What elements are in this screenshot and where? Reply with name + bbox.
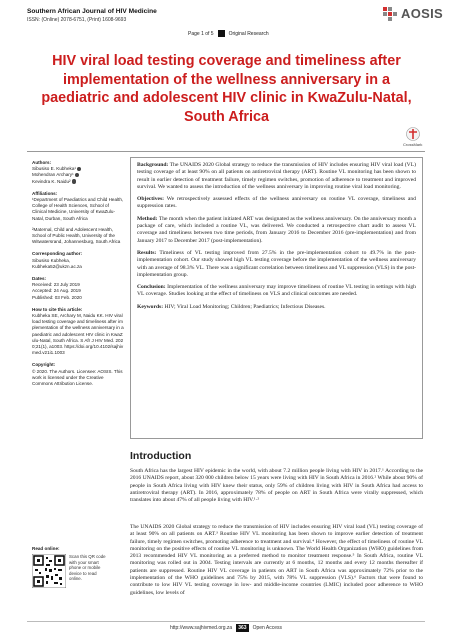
bottom-divider	[27, 621, 425, 622]
introduction-heading: Introduction	[130, 450, 192, 462]
accepted-date: Accepted: 24 Aug. 2019	[32, 288, 81, 294]
affiliations-label: Affiliations:	[32, 190, 58, 196]
author-1[interactable]: Sibusiso E. Kubheka¹	[32, 166, 124, 172]
copyright-block	[32, 362, 124, 387]
read-online-block	[32, 546, 124, 588]
dates-label: Dates:	[32, 276, 47, 282]
abstract-objectives: Objectives: We retrospectively assessed effects of the wellness anniversary on routine VL coverage, timeliness and suppression rates.	[137, 196, 416, 210]
abstract-keywords: Keywords: HIV; Viral Load Monitoring; Children; Paediatrics; Infectious Diseases.	[137, 303, 326, 310]
received-date: Received: 23 July 2019	[32, 282, 80, 288]
abstract-conclusion: Conclusion: Implementation of the wellness anniversary may improve timeliness of routine VL testing in settings with high VL coverage. Studies looking at the effect of timeliness on VLS and clinical outcomes are needed.	[137, 284, 416, 298]
page-label: Page 1 of 5	[188, 30, 214, 37]
corresponding-label: Corresponding author:	[32, 251, 83, 257]
article-info-sidebar	[32, 160, 124, 393]
issn-line: ISSN: (Online) 2078-6751, (Print) 1608-9693	[27, 17, 127, 23]
aosis-logo-icon	[383, 7, 399, 21]
dates-block	[32, 276, 124, 301]
crossmark-label: CrossMark	[403, 142, 423, 147]
authors-label: Authors:	[32, 160, 52, 165]
intro-paragraph-2: The UNAIDS 2020 Global strategy to reduce the transmission of HIV includes ensuring HIV viral load (VL) testing coverage of at least 90% on all patients on ART.³ Routine HIV VL monitoring has been shown to improve earlier detection of treatment failure, timely regimen switches, promoting adherence to treatment and survival.⁴ However, the effect of timeliness of routine VL monitoring on the positive effects of routine VL monitoring is unknown. The World Health Organization (WHO) guidelines from 2013 recommended HIV VL monitoring as a preferred method to monitor treatment response.⁵ In South Africa, routine VL monitoring was rolled out in 2004. Testing intervals are currently at 6 months, 12 months and every 12 months thereafter if patients are suppressed. Routine HIV VL coverage in patients on ART in South Africa was approximately 72% prior to the implementation of the WHO guidelines and 75% by 2015, with 78% VL suppression (VLS).⁶ Factors that were found to contribute to low HIV VL testing coverage in low- and middle-income countries (LMIC) included poor adherence to WHO guidelines, low levels of	[130, 524, 423, 596]
page-bar	[188, 30, 269, 37]
journal-title: Southern African Journal of HIV Medicine	[27, 8, 157, 15]
read-online-label: Read online:	[32, 546, 60, 551]
separator-square	[218, 30, 225, 37]
copyright-text: © 2020. The Authors. Licensee: AOSIS. This work is licensed under the Creative Commons Attribution License.	[32, 368, 123, 387]
intro-paragraph-1: South Africa has the largest HIV epidemic in the world, with about 7.2 million people living with HIV in 2017.¹ According to the 2016 UNAIDS report, about 320 000 children below 15 years were living with HIV in South Africa in 2016.² While about 90% of people in South Africa living with HIV knew their status, only 59% of children living with HIV in South Africa had access to antiretroviral therapy (ART). In 2016, approximately 78% of people on ART in South Africa were virally suppressed, which translates into about 47% of all people living with HIV.¹·²	[130, 468, 423, 504]
copyright-label: Copyright:	[32, 362, 56, 368]
qr-code-icon[interactable]	[32, 554, 66, 588]
page-footer	[27, 624, 425, 632]
orcid-icon[interactable]	[77, 167, 82, 172]
cite-label: How to cite this article:	[32, 306, 83, 312]
corresponding-name: Sibusiso Kubheka,	[32, 257, 71, 263]
affiliation-2: ²Maternal, Child and Adolescent Health, School of Public Health, University of the Witwatersrand, Johannesburg, South Africa	[32, 226, 121, 245]
author-2[interactable]: Mohendran Archary¹	[32, 172, 124, 178]
authors-block	[32, 160, 124, 185]
abstract-background: Background: The UNAIDS 2020 Global strategy to reduce the transmission of HIV includes ensuring HIV viral load (VL) testing coverage of at least 90% on all patients on antiretroviral therapy (ART). Routine VL monitoring has been shown to result in earlier detection of treatment failure, timely regimen switches, promotion of adherence to treatment and improved survival. We wanted to assess the introduction of the wellness anniversary in improving routine viral load monitoring.	[137, 162, 416, 190]
crossmark-badge[interactable]	[403, 127, 422, 147]
footer-page-number: 363	[238, 625, 247, 631]
footer-url[interactable]: http://www.sajhivmed.org.za	[169, 625, 233, 631]
crossmark-icon	[406, 127, 420, 141]
affiliations-block	[32, 191, 124, 246]
corresponding-block	[32, 251, 124, 270]
abstract-results: Results: Timeliness of VL testing improved from 27.5% in the pre-implementation cohort to 49.7% in the post-implementation cohort. Our study showed high VL testing coverage before the implementation of the wellness anniversary with an average of 98.3% VL. There was a significant correlation between timeliness and VL suppression (VLS) in the post-implementation group.	[137, 249, 416, 278]
footer-access: Open Access	[252, 625, 283, 631]
publisher-logo	[383, 6, 443, 21]
cite-text[interactable]: Kubheka SE, Archary M, Naidu KK. HIV viral load testing coverage and timeliness after implementation of the wellness anniversary in a paediatric and adolescent HIV clinic in KwaZulu-Natal, South Africa. S Afr J HIV Med. 2020;21(1), a1003. https://doi.org/10.4102/sajhivmed.v21i1.1003	[32, 313, 124, 356]
corresponding-email[interactable]: Kubheka52@ukzn.ac.za	[32, 263, 82, 269]
abstract-method: Method: The month when the patient initiated ART was designated as the wellness anniversary. On the anniversary month a package of care, which included a routine VL, was delivered. We conducted a retrospective chart audit to assess VL coverage and timeliness between two time periods, from January 2016 to December 2016 (pre-implementation) and from January 2017 to December 2017 (post-implementation).	[137, 215, 416, 244]
citation-block	[32, 307, 124, 357]
logo-text: AOSIS	[401, 6, 443, 21]
affiliation-1: ¹Department of Paediatrics and Child Health, College of Health Sciences, School of Clinical Medicine, University of KwaZulu-Natal, Durban, South Africa	[32, 197, 124, 221]
top-divider	[27, 151, 425, 152]
qr-description: Scan this QR code with your smart phone or mobile device to read online.	[69, 554, 106, 582]
article-type: Original Research	[228, 30, 269, 37]
orcid-icon[interactable]	[72, 179, 77, 184]
abstract-box	[130, 157, 423, 439]
published-date: Published: 03 Feb. 2020	[32, 294, 82, 300]
article-title: HIV viral load testing coverage and timeliness after implementation of the wellness anniversary in a paediatric and adolescent HIV clinic in KwaZulu-Natal, South Africa	[41, 53, 412, 125]
orcid-icon[interactable]	[75, 173, 80, 178]
author-3[interactable]: Kevindra K. Naidu²	[32, 179, 124, 185]
